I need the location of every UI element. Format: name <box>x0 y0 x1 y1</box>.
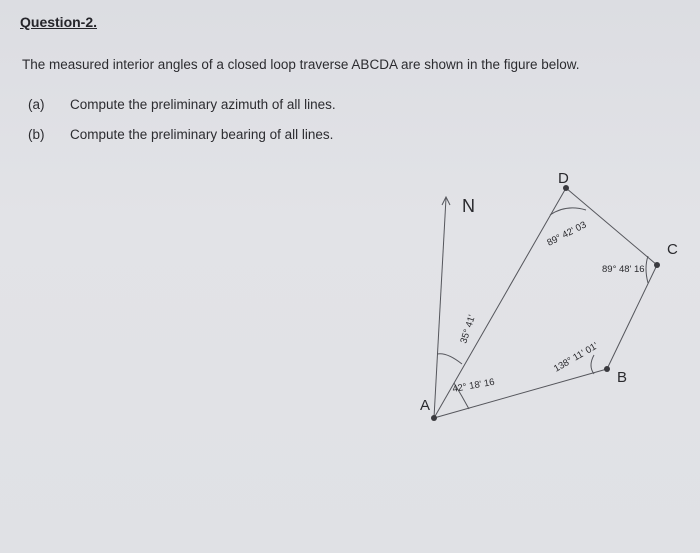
point-C <box>654 262 660 268</box>
item-a-label: (a) <box>28 97 45 112</box>
point-B <box>604 366 610 372</box>
station-B-label: B <box>617 369 628 386</box>
station-C-label: C <box>667 241 678 258</box>
question-intro: The measured interior angles of a closed loop traverse ABCDA are shown in the figure below. <box>22 57 580 72</box>
station-D-label: D <box>558 170 569 187</box>
item-a-text: Compute the preliminary azimuth of all lines. <box>70 97 336 112</box>
north-label: N <box>462 196 475 216</box>
angle-D: 89° 42' 03 <box>545 219 589 249</box>
north-line <box>434 198 446 418</box>
arc-at-C <box>646 256 648 283</box>
arc-at-B <box>591 355 594 374</box>
question-title: Question-2. <box>20 14 98 30</box>
station-A-label: A <box>420 397 431 414</box>
item-b-label: (b) <box>28 127 45 142</box>
arc-at-D <box>550 208 586 215</box>
angle-A: 42° 18' 16 <box>451 376 496 395</box>
angle-B: 138° 11' 01' <box>552 340 600 375</box>
line-BC <box>607 265 657 369</box>
item-b-text: Compute the preliminary bearing of all lines. <box>70 127 334 142</box>
angle-C: 89° 48' 16 <box>602 264 645 275</box>
point-A <box>431 415 437 421</box>
angle-north-AD: 35° 41' <box>458 313 478 345</box>
arc-north-AD <box>437 354 462 364</box>
